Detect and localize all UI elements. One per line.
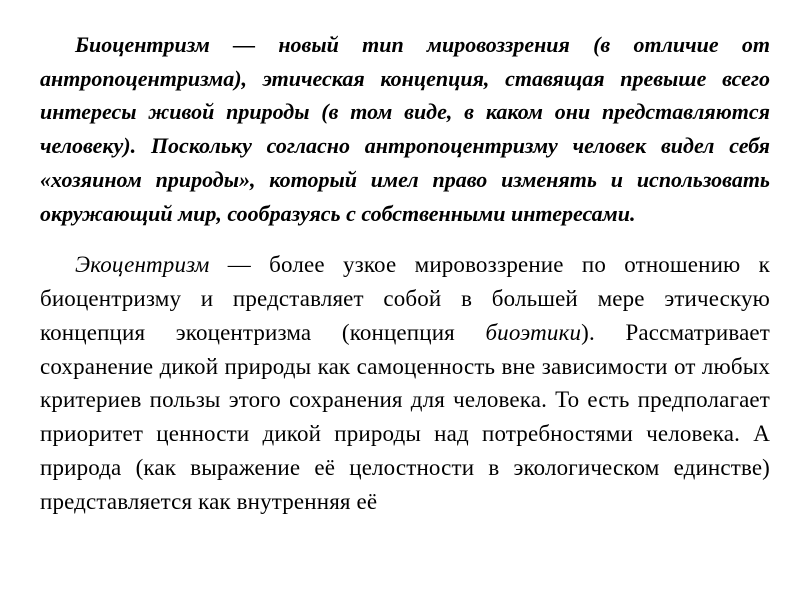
bioethics-term: биоэтики: [485, 319, 582, 345]
biocentrism-paragraph: Биоцентризм — новый тип мировоззрения (в отличие от антропоцентризма), этическая концепция, ставящая превыше всего интересы живой природы (в том виде, в каком они представляются человеку). Поскольку согласно антропоцентризму человек видел себя «хозяином природы», который имел право изменять и использовать окружающий мир, сообразуясь с собственными интересами.: [40, 32, 770, 226]
ecocentrism-text-part1: — более узкое мировоззрение по отношению к биоцентризму и представляет собой в большей мере этическую концепция экоцентризма (концепция: [40, 252, 770, 345]
ecocentrism-term: Экоцентризм: [75, 252, 210, 278]
ecocentrism-text-part2: ). Рассматривает сохранение дикой природы как самоценность вне зависимости от любых критериев пользы этого сохранения для человека. То есть предполагает приоритет ценности дикой природы над потребностями человека. А природа (как выражение её целостности в экологическом единстве) представляется как внутренняя её: [40, 319, 770, 514]
ecocentrism-paragraph: [40, 248, 770, 518]
